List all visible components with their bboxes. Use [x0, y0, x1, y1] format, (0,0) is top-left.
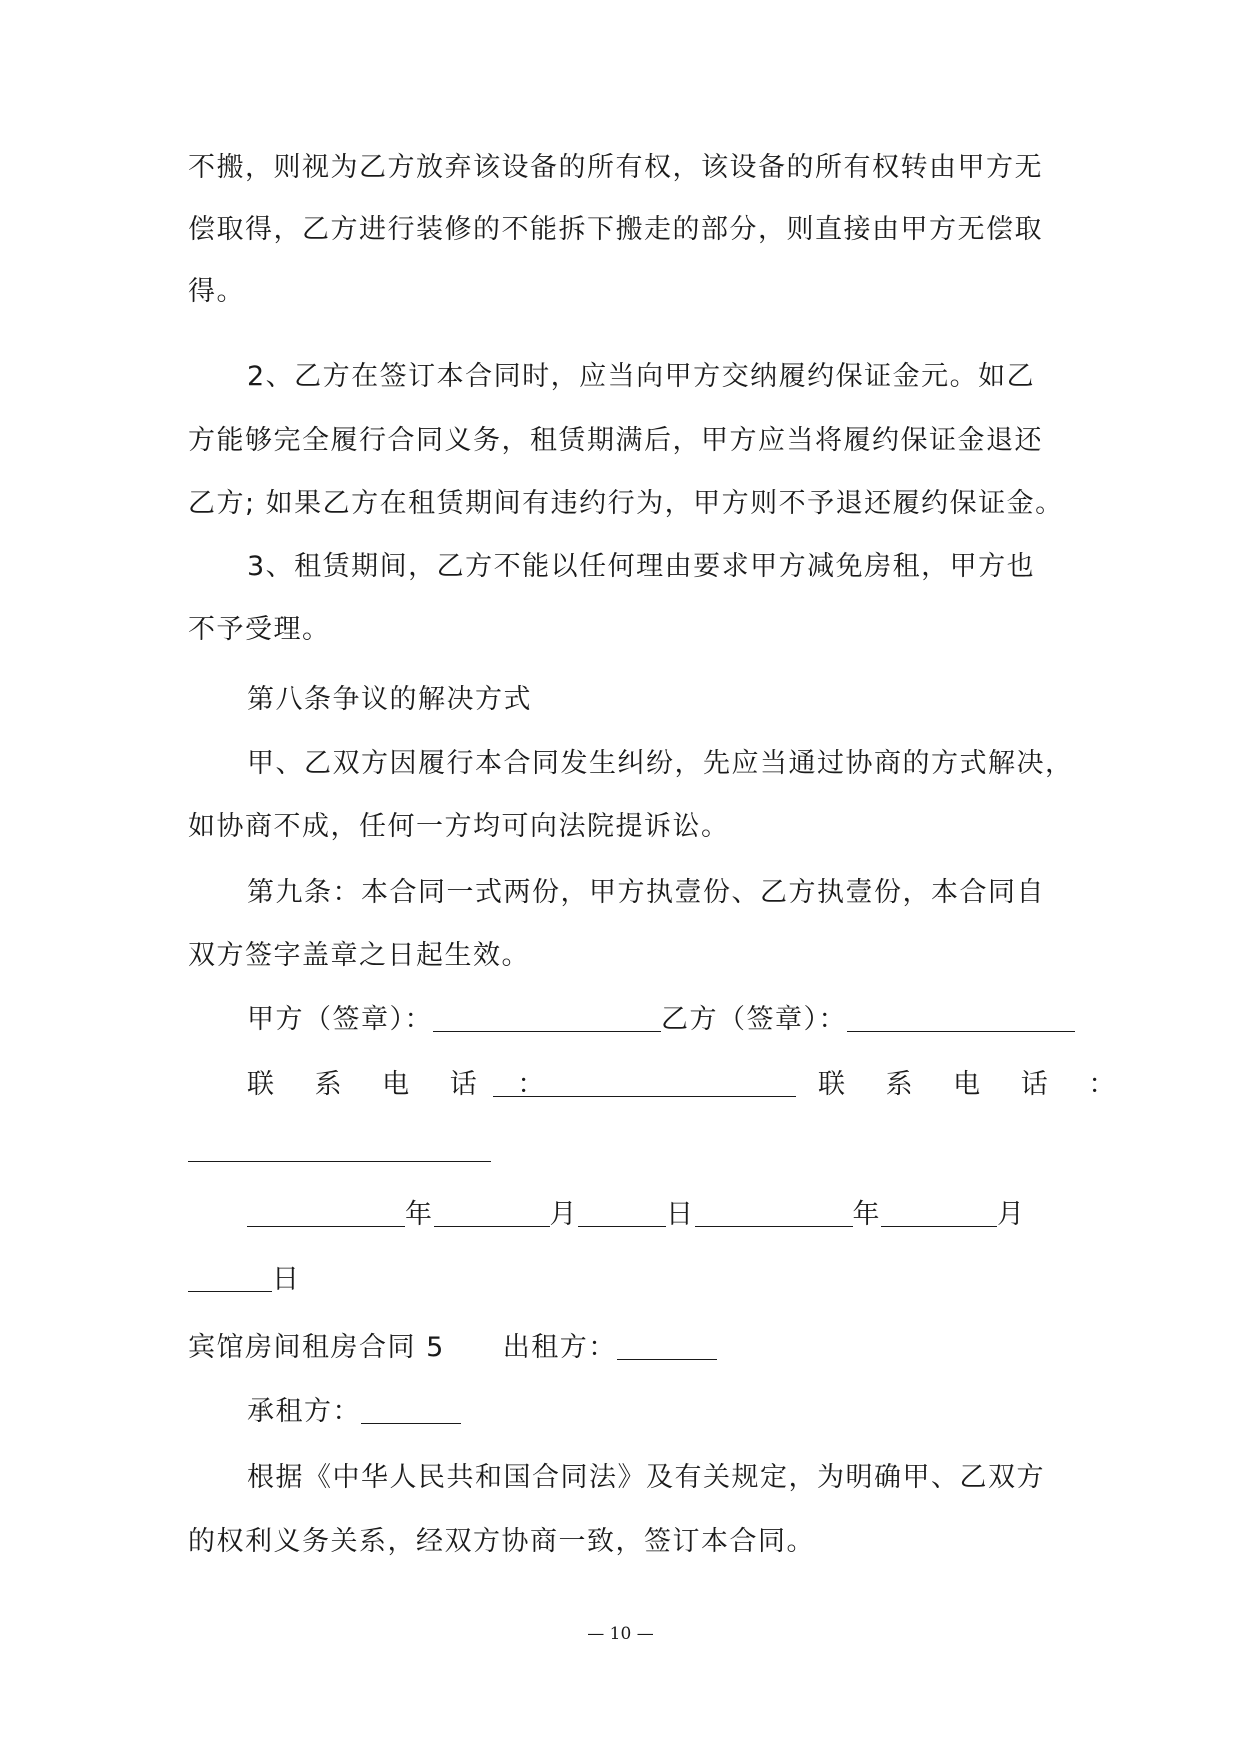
month-blank-b — [881, 1196, 997, 1227]
day-label: 日 — [666, 1199, 695, 1230]
month-blank-a — [434, 1196, 550, 1227]
year-blank-b — [695, 1196, 853, 1227]
party-b-phone-blank — [188, 1131, 491, 1162]
body-line: 偿取得，乙方进行装修的不能拆下搬走的部分，则直接由甲方无偿取 — [188, 214, 1043, 245]
body-line: 不搬，则视为乙方放弃该设备的所有权，该设备的所有权转由甲方无 — [188, 152, 1043, 183]
party-a-phone-label: 联 系 电 话 ： — [247, 1069, 561, 1100]
day-blank-b — [188, 1261, 272, 1292]
clause-2-line: 2、乙方在签订本合同时，应当向甲方交纳履约保证金元。如乙 — [247, 361, 1036, 392]
lessee-blank — [361, 1393, 461, 1424]
clause-3-line: 3、租赁期间，乙方不能以任何理由要求甲方减免房租，甲方也 — [247, 551, 1036, 582]
party-a-signature-label: 甲方（签章）： — [247, 1004, 433, 1035]
intro-line: 根据《中华人民共和国合同法》及有关规定，为明确甲、乙双方 — [247, 1462, 1045, 1493]
next-contract-title-row — [188, 1328, 717, 1368]
lessee-row — [247, 1392, 461, 1432]
phone-row-b — [818, 1065, 1131, 1105]
body-line: 得。 — [188, 276, 245, 307]
phone-blank-row — [188, 1130, 491, 1170]
lessee-label: 承租方： — [247, 1396, 361, 1427]
body-line: 双方签字盖章之日起生效。 — [188, 940, 530, 971]
year-label: 年 — [405, 1199, 434, 1230]
body-line: 不予受理。 — [188, 614, 331, 645]
next-contract-title: 宾馆房间租房合同 5 — [188, 1332, 445, 1363]
signature-row — [247, 1000, 1075, 1040]
year-label: 年 — [852, 1199, 881, 1230]
party-b-phone-label: 联 系 电 话 ： — [818, 1069, 1132, 1100]
lessor-label: 出租方： — [502, 1332, 617, 1363]
body-line: 如协商不成，任何一方均可向法院提诉讼。 — [188, 811, 730, 842]
year-blank-a — [247, 1196, 405, 1227]
day-blank-a — [578, 1196, 666, 1227]
article-9-line: 第九条：本合同一式两份，甲方执壹份、乙方执壹份，本合同自 — [247, 877, 1045, 908]
body-line: 乙方; 如果乙方在租赁期间有违约行为，甲方则不予退还履约保证金。 — [188, 488, 1064, 519]
party-a-phone-blank — [493, 1066, 796, 1097]
phone-row-blank-a — [493, 1065, 796, 1105]
month-label: 月 — [549, 1199, 578, 1230]
article-8-heading: 第八条争议的解决方式 — [247, 684, 532, 715]
date-row — [247, 1195, 1026, 1235]
lessor-blank — [617, 1329, 717, 1360]
body-line: 方能够完全履行合同义务，租赁期满后，甲方应当将履约保证金退还 — [188, 425, 1043, 456]
month-label: 月 — [997, 1199, 1026, 1230]
date-row-2 — [188, 1260, 301, 1300]
party-a-signature-blank — [433, 1001, 661, 1032]
intro-line: 的权利义务关系，经双方协商一致，签订本合同。 — [188, 1526, 815, 1557]
party-b-signature-label: 乙方（签章）： — [661, 1004, 847, 1035]
article-8-line: 甲、乙双方因履行本合同发生纠纷，先应当通过协商的方式解决， — [247, 748, 1074, 779]
page-number: — 10 — — [587, 1624, 654, 1644]
party-b-signature-blank — [847, 1001, 1075, 1032]
day-label: 日 — [272, 1264, 301, 1295]
